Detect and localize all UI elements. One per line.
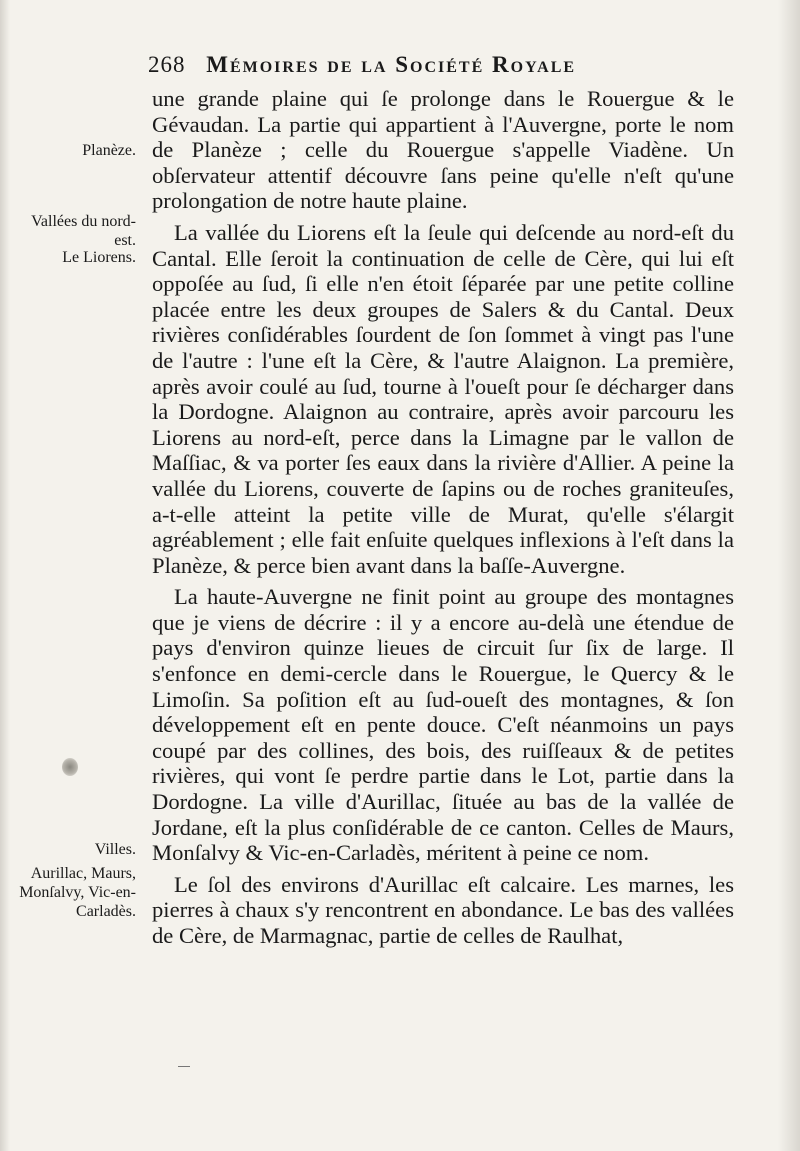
bottom-mark <box>178 1066 190 1067</box>
running-head <box>148 52 708 78</box>
page-edge <box>778 0 800 1151</box>
paragraph-haute-auvergne: La haute-Auvergne ne finit point au groupe des montagnes que je viens de décrire : il y a encore au-delà une étendue de pays d'environ quinze lieues de circuit ſur ſix de large. Il s'enfonce en demi-cercle dans le Rouergue, le Quercy & le Limoſin. Sa poſition eſt au ſud-oueſt des montagnes, & ſon développement eſt en pente douce. C'eſt néanmoins un pays coupé par des collines, des bois, des ruiſſeaux & de petites rivières, qui vont ſe perdre partie dans le Lot, partie dans la Dordogne. La ville d'Aurillac, ſituée au bas de la vallée de Jordane, eſt la plus conſidérable de ce canton. Celles de Maurs, Monſalvy & Vic-en-Carladès, méritent à peine ce nom. <box>152 584 734 866</box>
margin-note-villes: Villes. <box>94 841 136 858</box>
margin-note-villes-list: Aurillac, Maurs, Monſalvy, Vic-en-Carladès. <box>19 865 136 920</box>
margin-note-liorens: Le Liorens. <box>62 249 136 266</box>
paragraph-continuation: une grande plaine qui ſe prolonge dans le Rouergue & le Gévaudan. La partie qui appartient à l'Auvergne, porte le nom de Planèze ; celle du Rouergue s'appelle Viadène. Un obſervateur attentif découvre ſans peine qu'elle n'eſt qu'une prolongation de notre haute plaine. <box>152 86 734 214</box>
paragraph-liorens: La vallée du Liorens eſt la ſeule qui deſcende au nord-eſt du Cantal. Elle ſeroit la continuation de celle de Cère, qui lui eſt oppoſée au ſud, ſi elle n'en étoit ſéparée par une petite colline placée entre les deux groupes de Salers & du Cantal. Deux rivières conſidérables ſourdent de ſon ſommet à vingt pas l'une de l'autre : l'une eſt la Cère, & l'autre Alaignon. La première, après avoir coulé au ſud, tourne à l'oueſt pour ſe décharger dans la Dordogne. Alaignon au contraire, après avoir parcouru les Liorens au nord-eſt, perce dans la Limagne par le vallon de Maſſiac, & va porter ſes eaux dans la rivière d'Allier. A peine la vallée du Liorens, couverte de ſapins ou de roches graniteuſes, a-t-elle atteint la petite ville de Murat, qu'elle s'élargit agréablement ; elle fait enſuite quelques inflexions à l'eſt dans la Planèze, & perce bien avant dans la baſſe-Auvergne. <box>152 219 734 578</box>
running-title: Mémoires de la Société Royale <box>206 52 577 77</box>
margin-note-vallees-nord-est: Vallées du nord-est. <box>31 213 136 249</box>
gutter-shadow <box>0 0 10 1151</box>
paragraph-sol-aurillac: Le ſol des environs d'Aurillac eſt calcaire. Les marnes, les pierres à chaux s'y rencontrent en abondance. Le bas des vallées de Cère, de Marmagnac, partie de celles de Raulhat, <box>152 871 734 948</box>
body-text <box>152 86 734 949</box>
page-number: 268 <box>148 52 186 77</box>
margin-note-planeze: Planèze. <box>82 142 136 159</box>
ink-blot <box>62 758 78 776</box>
